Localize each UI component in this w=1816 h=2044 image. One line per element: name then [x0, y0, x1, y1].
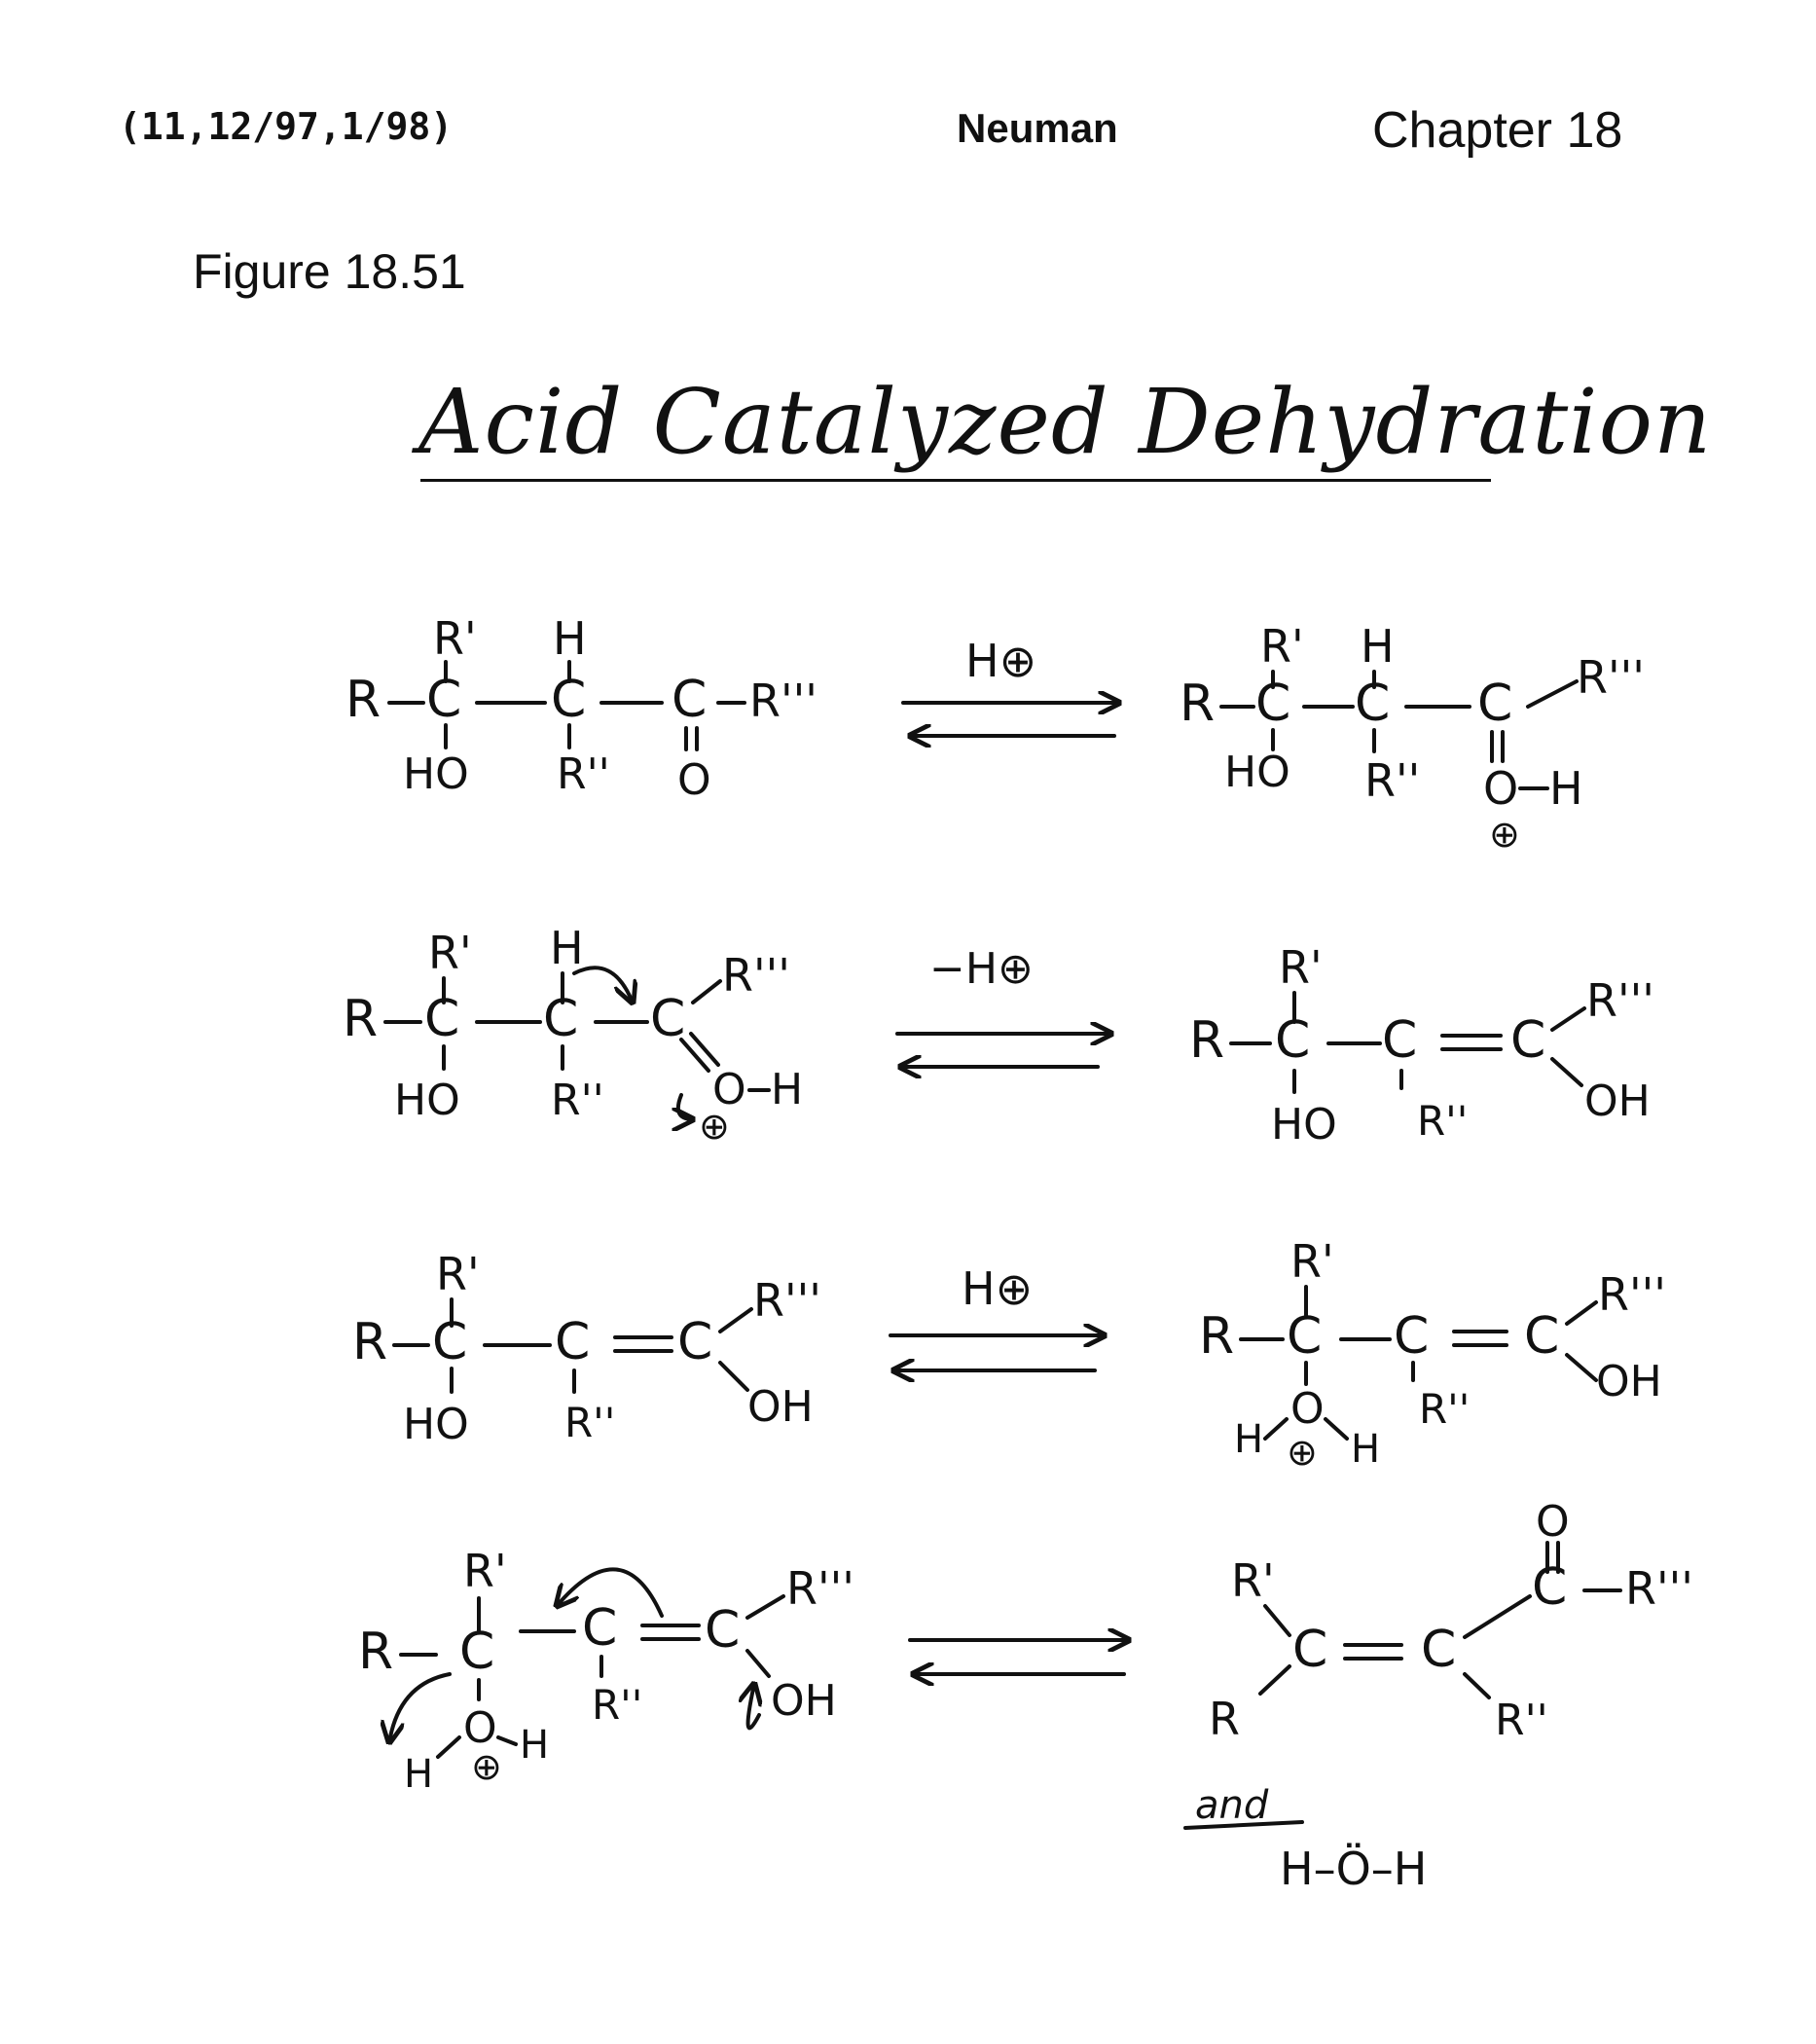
label-R3: R''': [753, 1274, 821, 1327]
atom-H: H: [550, 922, 584, 974]
charge-plus: ⊕: [1287, 1431, 1318, 1474]
label-and: and: [1195, 1783, 1269, 1828]
label-R: R: [1189, 1011, 1225, 1070]
atom-C: C: [705, 1601, 741, 1660]
bond: [1567, 1302, 1596, 1324]
label-HO: HO: [394, 1076, 460, 1125]
label-R3: R''': [786, 1562, 854, 1615]
atom-C: C: [677, 1313, 713, 1371]
atom-C: C: [1510, 1011, 1546, 1070]
label-R2: R'': [564, 1399, 616, 1446]
atom-C: C: [1477, 675, 1513, 733]
bond: [1260, 1666, 1289, 1694]
label-OH: OH: [1596, 1357, 1662, 1406]
atom-O: O: [1536, 1497, 1570, 1547]
row1-reactant: [345, 612, 817, 805]
atom-H: H: [1361, 620, 1395, 673]
atom-O: O: [1483, 762, 1519, 815]
atom-H: H: [1351, 1427, 1381, 1472]
atom-H: H: [553, 612, 587, 665]
charge-plus: ⊕: [699, 1105, 730, 1148]
bond: [1552, 1008, 1584, 1030]
label-R1: R': [436, 1248, 480, 1300]
atom-H: H: [771, 1065, 804, 1114]
row3-product: [1199, 1235, 1666, 1474]
row2-arrows: [897, 944, 1111, 1067]
bond: [747, 1596, 783, 1618]
label-R2: R'': [1364, 754, 1421, 807]
atom-O: O: [463, 1703, 497, 1753]
atom-C: C: [432, 1313, 468, 1371]
row2-reactant: [343, 922, 803, 1148]
bond: [693, 981, 720, 1003]
bond: [747, 1651, 769, 1676]
label-R1: R': [1260, 620, 1304, 673]
label-OH: OH: [747, 1382, 814, 1432]
label-HO: HO: [403, 749, 469, 799]
label-HO: HO: [403, 1400, 469, 1449]
bond: [438, 1737, 459, 1757]
atom-C: C: [424, 990, 460, 1048]
bond: [1528, 681, 1577, 707]
atom-C: C: [555, 1313, 591, 1371]
atom-C: C: [1421, 1621, 1457, 1679]
header-chapter: Chapter 18: [1372, 102, 1623, 159]
label-R1: R': [1231, 1554, 1275, 1607]
label-R: R: [358, 1623, 394, 1681]
bond: [1265, 1606, 1289, 1635]
row4-product: [1209, 1497, 1693, 1745]
label-R3: R''': [722, 949, 790, 1002]
row4-arrows: [910, 1640, 1129, 1674]
label-R2: R'': [557, 749, 610, 799]
atom-C: C: [426, 671, 462, 729]
label-R3: R''': [1577, 651, 1645, 704]
atom-C: C: [1292, 1621, 1328, 1679]
label-R1: R': [1290, 1235, 1334, 1288]
label-HO: HO: [1224, 748, 1290, 797]
atom-O: O: [1290, 1384, 1325, 1434]
atom-H: H: [1234, 1417, 1264, 1462]
atom-C: C: [1275, 1011, 1311, 1070]
atom-C: C: [459, 1623, 495, 1681]
row1-arrows: [903, 635, 1119, 736]
label-R: R: [1180, 675, 1216, 733]
label-R2: R'': [1417, 1097, 1469, 1145]
atom-C: C: [650, 990, 686, 1048]
header-dates: (11,12/97,1/98): [119, 105, 454, 148]
electron-push-arrow: [389, 1674, 450, 1742]
atom-C: C: [1287, 1307, 1323, 1366]
atom-H: H: [520, 1723, 550, 1768]
reagent-step1: H⊕: [965, 635, 1037, 687]
label-R3: R''': [1598, 1268, 1666, 1321]
label-R: R: [343, 990, 379, 1048]
label-R1: R': [433, 612, 477, 665]
atom-C: C: [1355, 675, 1391, 733]
row1-product: [1180, 620, 1645, 856]
bond: [1326, 1419, 1347, 1439]
atom-C: C: [1394, 1307, 1430, 1366]
label-water: H–Ö–H: [1280, 1843, 1428, 1895]
label-R1: R': [428, 927, 472, 979]
bond: [498, 1737, 516, 1744]
label-R3: R''': [1586, 974, 1654, 1027]
atom-C: C: [672, 671, 708, 729]
atom-C: C: [1524, 1307, 1560, 1366]
electron-push-arrow: [678, 1095, 693, 1119]
row3-arrows: [890, 1262, 1105, 1370]
atom-C: C: [1255, 675, 1291, 733]
bond: [720, 1363, 747, 1390]
atom-C: C: [582, 1599, 618, 1658]
atom-O: O: [677, 755, 711, 805]
row4-reactant: [358, 1545, 854, 1797]
reagent-step2: −H⊕: [929, 944, 1034, 994]
electron-push-arrow: [748, 1684, 759, 1728]
label-R: R: [352, 1313, 388, 1371]
atom-C: C: [551, 671, 587, 729]
charge-plus: ⊕: [471, 1745, 502, 1788]
bond: [720, 1309, 751, 1332]
bond: [1465, 1596, 1530, 1637]
label-R2: R'': [1495, 1696, 1548, 1745]
header-author: Neuman: [957, 105, 1118, 151]
atom-H: H: [404, 1752, 434, 1797]
bond: [691, 1034, 718, 1065]
row3-reactant: [352, 1248, 821, 1449]
atom-C: C: [1382, 1011, 1418, 1070]
row2-product: [1189, 941, 1654, 1150]
figure-label: Figure 18.51: [193, 244, 466, 299]
charge-plus: ⊕: [1489, 813, 1520, 856]
label-R1: R': [1279, 941, 1323, 994]
atom-C: C: [543, 990, 579, 1048]
label-OH: OH: [1584, 1077, 1651, 1126]
label-R: R: [345, 671, 381, 729]
label-R: R: [1199, 1307, 1235, 1366]
bond: [1465, 1674, 1489, 1697]
label-R3: R''': [1625, 1562, 1693, 1615]
label-R2: R'': [592, 1681, 643, 1729]
byproduct: [1185, 1783, 1427, 1895]
label-R1: R': [463, 1545, 507, 1597]
label-R3: R''': [749, 675, 817, 727]
bond: [681, 1040, 708, 1071]
atom-H: H: [1549, 762, 1583, 815]
reagent-step3: H⊕: [962, 1262, 1034, 1315]
label-R: R: [1209, 1693, 1240, 1745]
label-OH: OH: [771, 1676, 837, 1726]
bond: [1567, 1355, 1596, 1380]
bond: [1552, 1059, 1581, 1085]
label-HO: HO: [1271, 1100, 1337, 1150]
label-R2: R'': [551, 1076, 604, 1125]
scheme-title: Acid Catalyzed Dehydration: [418, 370, 1713, 474]
label-R2: R'': [1419, 1385, 1471, 1433]
atom-O: O: [712, 1065, 746, 1114]
atom-C: C: [1532, 1558, 1568, 1617]
bond: [1265, 1419, 1287, 1439]
